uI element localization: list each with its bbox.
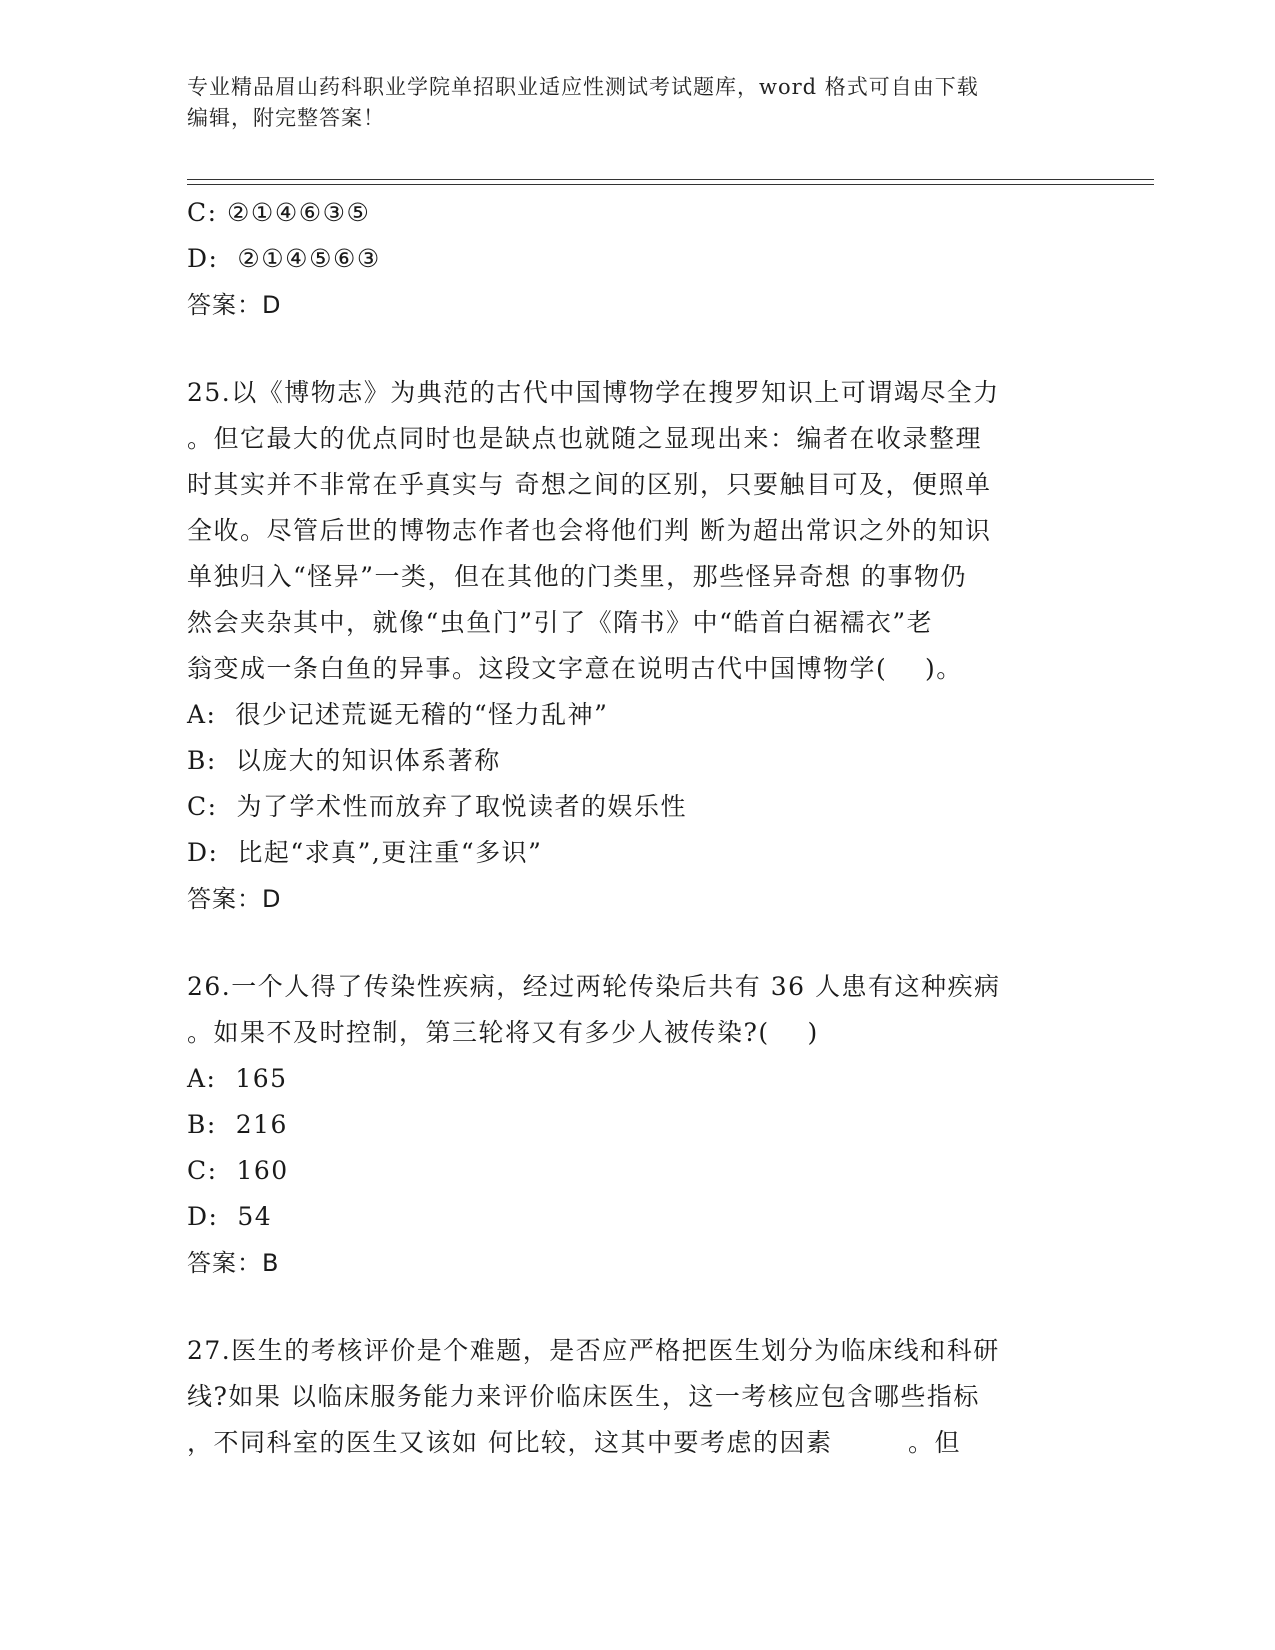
question-text-line: 。如果不及时控制，第三轮将又有多少人被传染?( ): [187, 1018, 819, 1047]
answer-line: 答案：B: [187, 1249, 280, 1277]
question-text-line: 27.医生的考核评价是个难题，是否应严格把医生划分为临床线和科研: [187, 1336, 1000, 1365]
question-27: [187, 1328, 1087, 1466]
page-header: [187, 72, 1087, 134]
question-text-line: 线?如果 以临床服务能力来评价临床医生，这一考核应包含哪些指标: [187, 1382, 980, 1411]
header-rule-top: [187, 179, 1154, 180]
question-25: [187, 370, 1087, 922]
option-b: B: 216: [187, 1110, 288, 1139]
header-line-1: 专业精品眉山药科职业学院单招职业适应性测试考试题库，word 格式可自由下载: [187, 75, 979, 99]
question-text-line: 翁变成一条白鱼的异事。这段文字意在说明古代中国博物学( )。: [187, 654, 963, 683]
question-26: [187, 964, 1087, 1286]
question-text-line: 26.一个人得了传染性疾病，经过两轮传染后共有 36 人患有这种疾病: [187, 972, 1001, 1001]
header-rule-bottom: [187, 184, 1154, 185]
question-text-line: ，不同科室的医生又该如 何比较，这其中要考虑的因素 。但: [187, 1428, 962, 1457]
option-c: C: 为了学术性而放弃了取悦读者的娱乐性: [187, 792, 687, 821]
option-c: C: 160: [187, 1156, 289, 1185]
option-a: A: 165: [187, 1064, 288, 1093]
option-d: D: 比起“求真”,更注重“多识”: [187, 838, 543, 867]
answer-line: 答案：D: [187, 885, 282, 913]
header-line-2: 编辑，附完整答案！: [187, 106, 385, 130]
option-d: D: ②①④⑤⑥③: [187, 244, 381, 273]
question-text-line: 然会夹杂其中，就像“虫鱼门”引了《隋书》中“皓首白裾襦衣”老: [187, 608, 934, 637]
option-b: B: 以庞大的知识体系著称: [187, 746, 501, 775]
answer-line: 答案：D: [187, 291, 282, 319]
question-text-line: 25.以《博物志》为典范的古代中国博物学在搜罗知识上可谓竭尽全力: [187, 378, 1000, 407]
question-text-line: 时其实并不非常在乎真实与 奇想之间的区别，只要触目可及，便照单: [187, 470, 992, 499]
document-body: [187, 190, 1087, 1466]
question-text-line: 。但它最大的优点同时也是缺点也就随之显现出来：编者在收录整理: [187, 424, 983, 453]
question-text-line: 全收。尽管后世的博物志作者也会将他们判 断为超出常识之外的知识: [187, 516, 992, 545]
question-text-line: 单独归入“怪异”一类，但在其他的门类里，那些怪异奇想 的事物仍: [187, 562, 968, 591]
option-c: C: ②①④⑥③⑤: [187, 198, 371, 227]
question-24-tail: [187, 190, 1087, 328]
option-a: A: 很少记述荒诞无稽的“怪力乱神”: [187, 700, 609, 729]
option-d: D: 54: [187, 1202, 273, 1231]
